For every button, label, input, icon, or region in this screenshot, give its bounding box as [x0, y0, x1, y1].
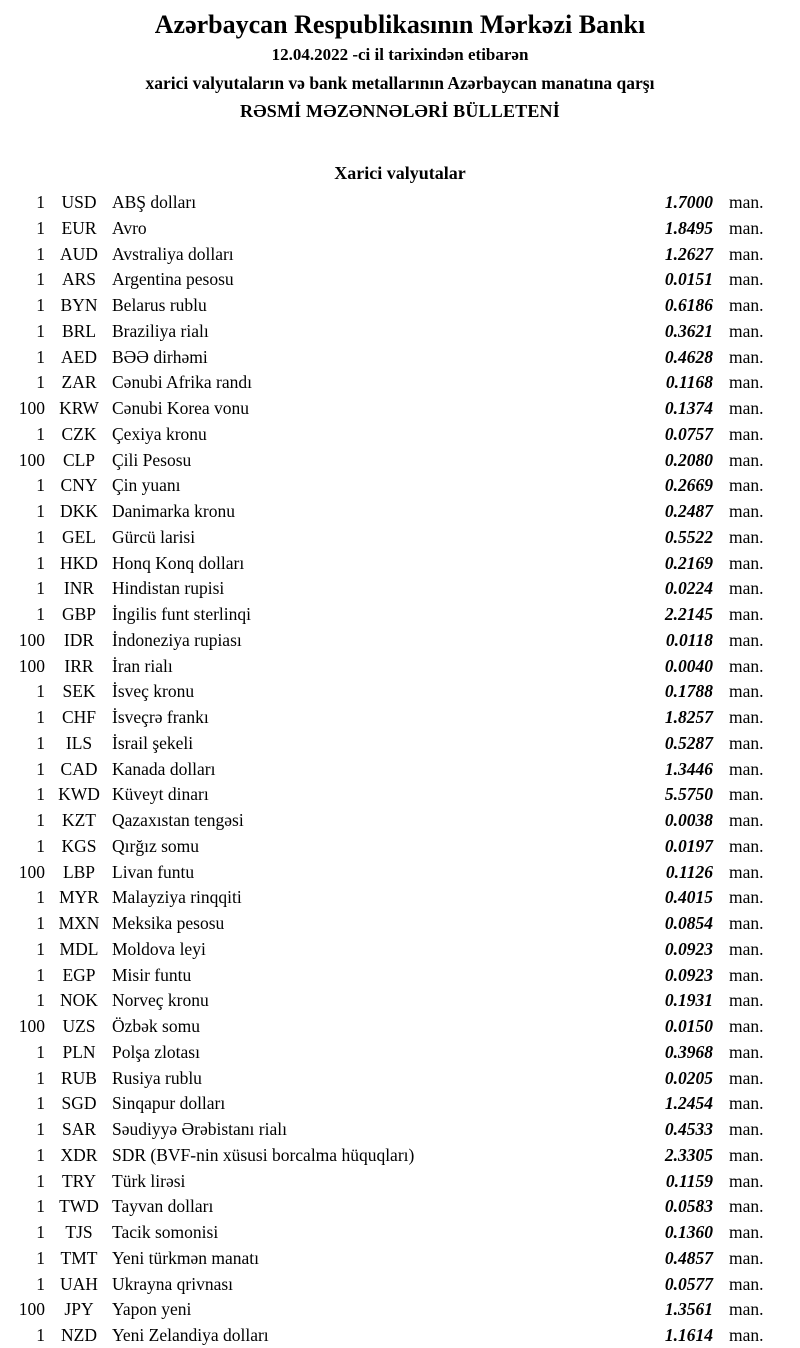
currency-name: Tacik somonisi — [112, 1222, 219, 1242]
currency-name: İran rialı — [112, 655, 173, 676]
table-row — [0, 267, 800, 293]
rate-quantity: 100 — [18, 1016, 45, 1036]
rate-quantity: 1 — [36, 707, 45, 727]
currency-name: Meksika pesosu — [112, 913, 225, 933]
unit-label: man. — [729, 913, 764, 933]
table-row — [0, 937, 800, 963]
rates-table — [0, 190, 800, 1348]
currency-code: SAR — [61, 1119, 97, 1139]
unit-label: man. — [729, 1222, 764, 1242]
currency-code: ILS — [65, 732, 93, 753]
currency-code: CAD — [60, 758, 98, 779]
rate-quantity: 1 — [36, 758, 45, 779]
currency-name: Honq Konq dolları — [112, 552, 245, 573]
unit-label: man. — [729, 810, 764, 830]
currency-code: USD — [61, 192, 97, 212]
currency-name: Misir funtu — [112, 964, 192, 985]
currency-code: UAH — [60, 1273, 98, 1294]
unit-label: man. — [729, 475, 764, 496]
table-row — [0, 216, 800, 242]
unit-label: man. — [729, 835, 764, 856]
rate-quantity: 1 — [36, 526, 45, 547]
currency-code: LBP — [62, 861, 96, 882]
rate-quantity: 100 — [18, 398, 45, 418]
unit-label: man. — [729, 346, 764, 367]
rate-value: 0.3621 — [664, 320, 713, 341]
section-title: Xarici valyutalar — [334, 163, 466, 183]
unit-label: man. — [729, 1067, 764, 1088]
table-row — [0, 319, 800, 345]
table-row — [0, 860, 800, 886]
currency-code: INR — [63, 578, 95, 599]
currency-name: Yeni türkmən manatı — [112, 1247, 259, 1268]
rate-value: 0.1159 — [665, 1170, 713, 1191]
rate-quantity: 1 — [36, 1273, 45, 1294]
currency-code: EUR — [61, 217, 97, 238]
table-row — [0, 422, 800, 448]
rate-quantity: 1 — [36, 423, 45, 444]
currency-name: BƏƏ dirhəmi — [112, 346, 208, 367]
table-row — [0, 782, 800, 808]
rate-value: 0.3968 — [664, 1041, 713, 1062]
rate-value: 0.6186 — [664, 295, 713, 315]
rate-value: 0.1931 — [664, 990, 713, 1011]
rate-value: 1.8495 — [664, 217, 713, 238]
rate-quantity: 1 — [36, 1247, 45, 1268]
currency-name: Rusiya rublu — [112, 1067, 202, 1088]
rate-value: 0.1168 — [665, 372, 713, 393]
unit-label: man. — [729, 681, 764, 702]
table-row — [0, 396, 800, 422]
table-row — [0, 679, 800, 705]
currency-code: PLN — [62, 1041, 96, 1062]
rate-quantity: 1 — [36, 578, 45, 599]
rate-value: 0.4533 — [664, 1119, 713, 1139]
table-row — [0, 705, 800, 731]
table-row — [0, 190, 800, 216]
rate-value: 1.2454 — [664, 1093, 713, 1114]
table-row — [0, 1272, 800, 1298]
unit-label: man. — [729, 861, 764, 882]
table-row — [0, 988, 800, 1014]
currency-name: Qazaxıstan tengəsi — [112, 810, 244, 830]
currency-name: Yapon yeni — [112, 1299, 192, 1320]
rate-quantity: 1 — [36, 1067, 45, 1088]
currency-code: XDR — [60, 1144, 98, 1165]
unit-label: man. — [729, 1016, 764, 1036]
table-row — [0, 1297, 800, 1323]
rate-quantity: 100 — [18, 449, 45, 470]
currency-code: DKK — [60, 501, 98, 521]
currency-name: Gürcü larisi — [112, 526, 196, 547]
table-row — [0, 1169, 800, 1195]
currency-code: AED — [61, 346, 97, 367]
table-row — [0, 551, 800, 577]
currency-name: Türk lirəsi — [112, 1170, 186, 1191]
currency-code: AUD — [60, 243, 98, 264]
rate-quantity: 1 — [36, 269, 45, 290]
rate-value: 0.0923 — [664, 938, 713, 959]
rate-value: 0.5287 — [664, 732, 713, 753]
currency-code: IRR — [64, 655, 94, 676]
currency-name: Çili Pesosu — [112, 449, 192, 470]
rate-value: 0.2487 — [664, 501, 713, 521]
unit-label: man. — [729, 604, 764, 624]
table-row — [0, 1220, 800, 1246]
currency-name: Kanada dolları — [112, 758, 216, 779]
unit-label: man. — [729, 784, 764, 805]
rate-value: 0.1374 — [664, 398, 713, 418]
currency-name: Çin yuanı — [112, 475, 181, 496]
currency-name: İndoneziya rupiası — [112, 629, 242, 650]
rate-value: 5.5750 — [664, 784, 713, 805]
rate-value: 0.0205 — [664, 1067, 713, 1088]
currency-code: TRY — [61, 1170, 97, 1191]
rate-quantity: 1 — [36, 1196, 45, 1217]
currency-name: Livan funtu — [112, 861, 195, 882]
currency-name: Avstraliya dolları — [112, 243, 234, 264]
table-row — [0, 345, 800, 371]
currency-code: SGD — [61, 1093, 97, 1114]
rate-value: 0.0118 — [665, 629, 713, 650]
unit-label: man. — [729, 501, 764, 521]
unit-label: man. — [729, 192, 764, 212]
currency-code: GBP — [61, 604, 97, 624]
rate-value: 0.4628 — [664, 346, 713, 367]
unit-label: man. — [729, 1325, 764, 1345]
table-row — [0, 834, 800, 860]
rate-value: 0.0038 — [664, 810, 713, 830]
table-row — [0, 1194, 800, 1220]
rate-quantity: 1 — [36, 192, 45, 212]
table-row — [0, 1040, 800, 1066]
rate-quantity: 1 — [36, 990, 45, 1011]
unit-label: man. — [729, 1093, 764, 1114]
unit-label: man. — [729, 732, 764, 753]
unit-label: man. — [729, 449, 764, 470]
unit-label: man. — [729, 526, 764, 547]
currency-name: SDR (BVF-nin xüsusi borcalma hüquqları) — [112, 1144, 415, 1165]
rate-quantity: 1 — [36, 1325, 45, 1345]
currency-name: İsveç kronu — [112, 681, 195, 702]
unit-label: man. — [729, 295, 764, 315]
currency-code: HKD — [60, 552, 98, 573]
currency-name: Argentina pesosu — [112, 269, 234, 290]
rate-quantity: 1 — [36, 835, 45, 856]
rate-value: 2.3305 — [664, 1144, 713, 1165]
unit-label: man. — [729, 1247, 764, 1268]
currency-name: ABŞ dolları — [112, 192, 197, 212]
rate-value: 1.7000 — [664, 192, 713, 212]
currency-name: Küveyt dinarı — [112, 784, 209, 805]
currency-code: SEK — [62, 681, 96, 702]
currency-code: KRW — [59, 398, 99, 418]
currency-code: RUB — [61, 1067, 97, 1088]
rate-value: 0.0577 — [664, 1273, 713, 1294]
currency-name: Malayziya rinqqiti — [112, 887, 242, 908]
currency-code: IDR — [63, 629, 95, 650]
currency-name: Cənubi Afrika randı — [112, 372, 252, 393]
table-row — [0, 473, 800, 499]
currency-code: ZAR — [61, 372, 97, 393]
rate-quantity: 1 — [36, 1119, 45, 1139]
rate-quantity: 1 — [36, 810, 45, 830]
rate-quantity: 1 — [36, 217, 45, 238]
table-row — [0, 911, 800, 937]
unit-label: man. — [729, 1196, 764, 1217]
rate-value: 0.0224 — [664, 578, 713, 599]
rate-quantity: 1 — [36, 475, 45, 496]
rate-value: 0.1126 — [665, 861, 713, 882]
rate-value: 2.2145 — [664, 604, 713, 624]
currency-code: EGP — [62, 964, 96, 985]
rate-value: 0.0923 — [664, 964, 713, 985]
rate-value: 0.2080 — [664, 449, 713, 470]
unit-label: man. — [729, 758, 764, 779]
unit-label: man. — [729, 578, 764, 599]
currency-code: CNY — [60, 475, 98, 496]
rate-value: 0.0040 — [664, 655, 713, 676]
currency-name: İsveçrə frankı — [112, 707, 209, 727]
rate-quantity: 1 — [36, 372, 45, 393]
rate-value: 0.2669 — [664, 475, 713, 496]
table-row — [0, 448, 800, 474]
currency-code: BRL — [61, 320, 97, 341]
unit-label: man. — [729, 1144, 764, 1165]
bulletin-title: RƏSMİ MƏZƏNNƏLƏRİ BÜLLETENİ — [240, 101, 560, 121]
currency-name: Sinqapur dolları — [112, 1093, 226, 1114]
currency-code: MDL — [59, 938, 99, 959]
rate-value: 0.0197 — [664, 835, 713, 856]
currency-code: UZS — [62, 1016, 96, 1036]
table-row — [0, 1143, 800, 1169]
rate-quantity: 1 — [36, 784, 45, 805]
rate-value: 1.3561 — [664, 1299, 713, 1320]
currency-code: TWD — [59, 1196, 99, 1217]
currency-code: CZK — [61, 423, 97, 444]
rate-quantity: 1 — [36, 320, 45, 341]
table-row — [0, 525, 800, 551]
table-row — [0, 654, 800, 680]
unit-label: man. — [729, 398, 764, 418]
table-row — [0, 1246, 800, 1272]
currency-name: Özbək somu — [112, 1016, 200, 1036]
table-row — [0, 602, 800, 628]
currency-name: Norveç kronu — [112, 990, 209, 1011]
table-row — [0, 576, 800, 602]
unit-label: man. — [729, 938, 764, 959]
currency-name: Avro — [112, 217, 147, 238]
currency-code: GEL — [61, 526, 97, 547]
table-row — [0, 370, 800, 396]
rate-value: 0.4857 — [664, 1247, 713, 1268]
unit-label: man. — [729, 269, 764, 290]
currency-code: ARS — [61, 269, 97, 290]
table-row — [0, 242, 800, 268]
table-row — [0, 1014, 800, 1040]
rate-value: 0.0757 — [664, 423, 713, 444]
rate-quantity: 1 — [36, 1170, 45, 1191]
rate-value: 1.1614 — [664, 1325, 713, 1345]
rate-value: 0.0150 — [664, 1016, 713, 1036]
rate-value: 0.0151 — [664, 269, 713, 290]
currency-name: Moldova leyi — [112, 938, 206, 959]
currency-code: KWD — [58, 784, 100, 805]
currency-name: Ukrayna qrivnası — [112, 1273, 234, 1294]
currency-code: JPY — [64, 1299, 94, 1320]
rate-quantity: 1 — [36, 501, 45, 521]
currency-name: Hindistan rupisi — [112, 578, 225, 599]
table-row — [0, 1066, 800, 1092]
rate-value: 0.0583 — [664, 1196, 713, 1217]
table-row — [0, 1323, 800, 1348]
currency-name: Belarus rublu — [112, 295, 207, 315]
currency-code: NZD — [61, 1325, 97, 1345]
table-row — [0, 1117, 800, 1143]
rate-quantity: 1 — [36, 243, 45, 264]
table-row — [0, 963, 800, 989]
unit-label: man. — [729, 1041, 764, 1062]
rate-value: 0.0854 — [664, 913, 713, 933]
table-row — [0, 499, 800, 525]
rate-quantity: 1 — [36, 681, 45, 702]
rate-quantity: 1 — [36, 887, 45, 908]
unit-label: man. — [729, 1273, 764, 1294]
unit-label: man. — [729, 1170, 764, 1191]
currency-name: Danimarka kronu — [112, 501, 235, 521]
currency-code: BYN — [60, 295, 98, 315]
table-row — [0, 757, 800, 783]
rate-value: 0.4015 — [664, 887, 713, 908]
currency-code: KGS — [61, 835, 97, 856]
table-row — [0, 293, 800, 319]
rate-quantity: 100 — [18, 861, 45, 882]
rate-quantity: 1 — [36, 295, 45, 315]
rate-quantity: 100 — [18, 1299, 45, 1320]
table-row — [0, 808, 800, 834]
unit-label: man. — [729, 243, 764, 264]
rate-quantity: 1 — [36, 1222, 45, 1242]
currency-name: Braziliya rialı — [112, 320, 209, 341]
rate-value: 0.2169 — [664, 552, 713, 573]
rate-quantity: 1 — [36, 938, 45, 959]
bulletin-header — [0, 0, 800, 125]
rate-quantity: 1 — [36, 913, 45, 933]
rate-value: 1.3446 — [664, 758, 713, 779]
unit-label: man. — [729, 320, 764, 341]
currency-code: MYR — [59, 887, 99, 908]
unit-label: man. — [729, 990, 764, 1011]
currency-code: CHF — [61, 707, 97, 727]
table-row — [0, 1091, 800, 1117]
currency-code: CLP — [62, 449, 96, 470]
currency-name: Qırğız somu — [112, 835, 200, 856]
rate-value: 1.8257 — [664, 707, 713, 727]
rate-value: 0.5522 — [664, 526, 713, 547]
currency-name: Cənubi Korea vonu — [112, 398, 250, 418]
rate-quantity: 1 — [36, 1093, 45, 1114]
currency-name: Səudiyyə Ərəbistanı rialı — [112, 1119, 287, 1139]
rate-quantity: 1 — [36, 552, 45, 573]
rate-quantity: 1 — [36, 1041, 45, 1062]
unit-label: man. — [729, 887, 764, 908]
unit-label: man. — [729, 372, 764, 393]
unit-label: man. — [729, 707, 764, 727]
rate-quantity: 100 — [18, 629, 45, 650]
unit-label: man. — [729, 1299, 764, 1320]
unit-label: man. — [729, 629, 764, 650]
unit-label: man. — [729, 423, 764, 444]
unit-label: man. — [729, 1119, 764, 1139]
unit-label: man. — [729, 552, 764, 573]
table-row — [0, 731, 800, 757]
currency-code: NOK — [60, 990, 98, 1011]
currency-name: İngilis funt sterlinqi — [112, 604, 252, 624]
bank-name: Azərbaycan Respublikasının Mərkəzi Bankı — [154, 10, 646, 39]
currency-code: TJS — [65, 1222, 93, 1242]
rate-value: 1.2627 — [664, 243, 713, 264]
rate-quantity: 1 — [36, 346, 45, 367]
rate-value: 0.1360 — [664, 1222, 713, 1242]
unit-label: man. — [729, 655, 764, 676]
rate-value: 0.1788 — [664, 681, 713, 702]
effective-date-line: 12.04.2022 -ci il tarixindən etibarən — [271, 45, 529, 64]
unit-label: man. — [729, 964, 764, 985]
currency-name: Çexiya kronu — [112, 423, 207, 444]
currency-name: Polşa zlotası — [112, 1041, 200, 1062]
rate-quantity: 1 — [36, 732, 45, 753]
subject-line: xarici valyutaların və bank metallarının Azərbaycan manatına qarşı — [145, 73, 655, 93]
unit-label: man. — [729, 217, 764, 238]
currency-name: Yeni Zelandiya dolları — [112, 1325, 269, 1345]
currency-code: TMT — [60, 1247, 98, 1268]
currency-code: MXN — [58, 913, 100, 933]
currency-name: İsrail şekeli — [112, 732, 194, 753]
rate-quantity: 1 — [36, 604, 45, 624]
rate-quantity: 1 — [36, 964, 45, 985]
currency-name: Tayvan dolları — [112, 1196, 214, 1217]
rate-quantity: 1 — [36, 1144, 45, 1165]
table-row — [0, 628, 800, 654]
table-row — [0, 885, 800, 911]
currency-code: KZT — [61, 810, 97, 830]
rate-quantity: 100 — [18, 655, 45, 676]
